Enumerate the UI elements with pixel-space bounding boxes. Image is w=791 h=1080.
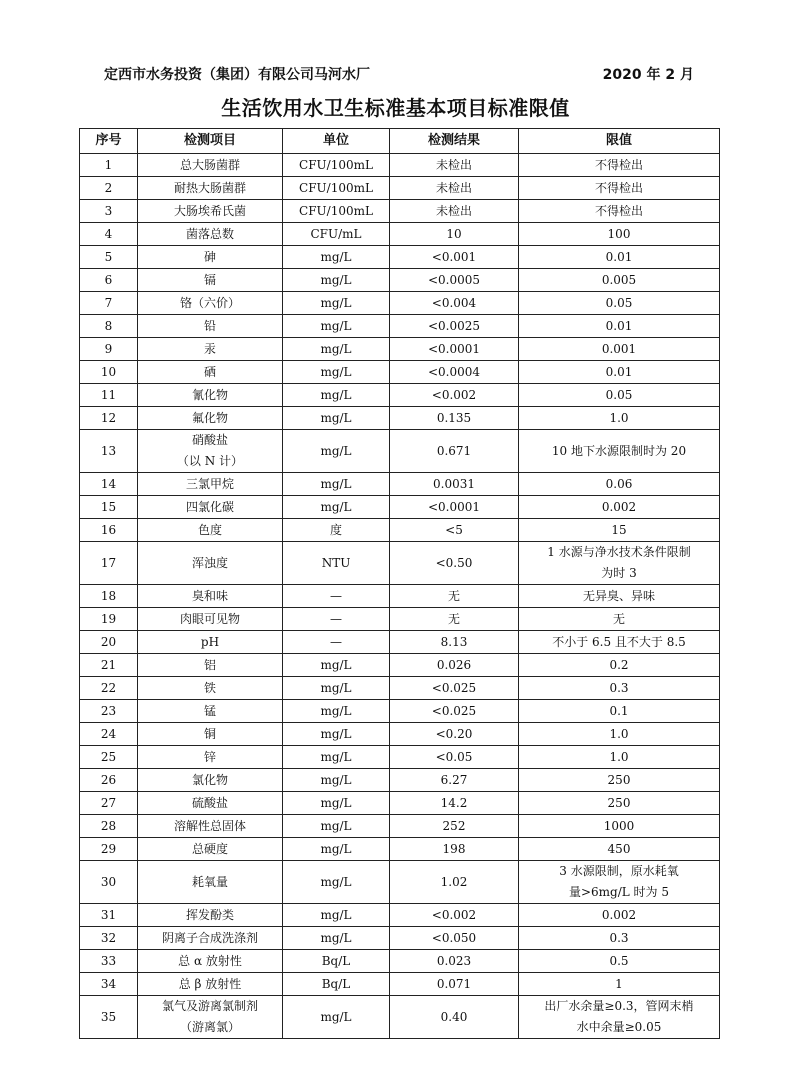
cell-no: 23: [80, 700, 138, 723]
cell-result: 8.13: [390, 631, 519, 654]
cell-limit: 0.002: [519, 496, 720, 519]
cell-result: 0.671: [390, 430, 519, 473]
cell-limit: 3 水源限制，原水耗氧 量>6mg/L 时为 5: [519, 861, 720, 904]
cell-limit: 0.06: [519, 473, 720, 496]
cell-no: 32: [80, 927, 138, 950]
cell-no: 1: [80, 154, 138, 177]
cell-unit: mg/L: [283, 338, 390, 361]
cell-item: 耐热大肠菌群: [138, 177, 283, 200]
cell-no: 27: [80, 792, 138, 815]
cell-unit: mg/L: [283, 361, 390, 384]
cell-item: 阴离子合成洗涤剂: [138, 927, 283, 950]
cell-result: <0.50: [390, 542, 519, 585]
column-header-result: 检测结果: [390, 129, 519, 154]
cell-unit: mg/L: [283, 861, 390, 904]
cell-unit: —: [283, 608, 390, 631]
cell-no: 5: [80, 246, 138, 269]
cell-result: 252: [390, 815, 519, 838]
table-row: [80, 200, 720, 223]
cell-result: 未检出: [390, 177, 519, 200]
table-row: [80, 815, 720, 838]
cell-limit: 1 水源与净水技术条件限制 为时 3: [519, 542, 720, 585]
cell-result: <0.0001: [390, 496, 519, 519]
table-row: [80, 407, 720, 430]
cell-result: <0.004: [390, 292, 519, 315]
cell-no: 4: [80, 223, 138, 246]
cell-unit: mg/L: [283, 746, 390, 769]
cell-limit: 1: [519, 973, 720, 996]
cell-item: 肉眼可见物: [138, 608, 283, 631]
cell-unit: NTU: [283, 542, 390, 585]
cell-unit: mg/L: [283, 654, 390, 677]
cell-result: <0.05: [390, 746, 519, 769]
cell-item: 锌: [138, 746, 283, 769]
cell-result: 14.2: [390, 792, 519, 815]
cell-unit: 度: [283, 519, 390, 542]
cell-limit: 不小于 6.5 且不大于 8.5: [519, 631, 720, 654]
cell-no: 19: [80, 608, 138, 631]
cell-limit: 1.0: [519, 407, 720, 430]
cell-limit: 0.005: [519, 269, 720, 292]
cell-limit: 100: [519, 223, 720, 246]
cell-result: <0.20: [390, 723, 519, 746]
cell-item: 铁: [138, 677, 283, 700]
cell-result: 198: [390, 838, 519, 861]
cell-limit: 0.3: [519, 927, 720, 950]
cell-result: 0.026: [390, 654, 519, 677]
table-row: [80, 338, 720, 361]
cell-item: 铬（六价）: [138, 292, 283, 315]
cell-no: 25: [80, 746, 138, 769]
document-header: [104, 64, 694, 84]
cell-unit: mg/L: [283, 792, 390, 815]
cell-item: 铝: [138, 654, 283, 677]
cell-limit: 不得检出: [519, 200, 720, 223]
cell-result: 1.02: [390, 861, 519, 904]
cell-item: 硒: [138, 361, 283, 384]
table-row: [80, 154, 720, 177]
table-row: [80, 838, 720, 861]
table-row: [80, 585, 720, 608]
table-row: [80, 677, 720, 700]
cell-unit: mg/L: [283, 723, 390, 746]
cell-item: 砷: [138, 246, 283, 269]
table-body: [80, 154, 720, 1039]
cell-result: <0.0025: [390, 315, 519, 338]
cell-item: 总 α 放射性: [138, 950, 283, 973]
cell-result: 未检出: [390, 200, 519, 223]
cell-unit: mg/L: [283, 315, 390, 338]
table-row: [80, 269, 720, 292]
cell-no: 9: [80, 338, 138, 361]
column-header-item: 检测项目: [138, 129, 283, 154]
cell-limit: 1.0: [519, 723, 720, 746]
cell-no: 7: [80, 292, 138, 315]
cell-result: <0.0005: [390, 269, 519, 292]
table-row: [80, 950, 720, 973]
table-row: [80, 792, 720, 815]
cell-unit: mg/L: [283, 677, 390, 700]
cell-item: 氰化物: [138, 384, 283, 407]
cell-no: 13: [80, 430, 138, 473]
organization-name: 定西市水务投资（集团）有限公司马河水厂: [104, 67, 370, 83]
cell-no: 16: [80, 519, 138, 542]
cell-result: <0.0001: [390, 338, 519, 361]
cell-unit: mg/L: [283, 407, 390, 430]
cell-unit: mg/L: [283, 838, 390, 861]
cell-item: 大肠埃希氏菌: [138, 200, 283, 223]
cell-no: 21: [80, 654, 138, 677]
cell-limit: 0.01: [519, 315, 720, 338]
cell-limit: 0.002: [519, 904, 720, 927]
cell-item: 总硬度: [138, 838, 283, 861]
cell-item: 硝酸盐 （以 N 计）: [138, 430, 283, 473]
cell-limit: 出厂水余量≥0.3，管网末梢 水中余量≥0.05: [519, 996, 720, 1039]
cell-no: 2: [80, 177, 138, 200]
table-row: [80, 361, 720, 384]
cell-item: 色度: [138, 519, 283, 542]
cell-limit: 1.0: [519, 746, 720, 769]
cell-result: <0.002: [390, 384, 519, 407]
cell-unit: CFU/100mL: [283, 154, 390, 177]
cell-unit: CFU/mL: [283, 223, 390, 246]
cell-unit: mg/L: [283, 769, 390, 792]
cell-unit: Bq/L: [283, 950, 390, 973]
table-row: [80, 723, 720, 746]
cell-item: 锰: [138, 700, 283, 723]
column-header-no: 序号: [80, 129, 138, 154]
cell-no: 31: [80, 904, 138, 927]
cell-unit: —: [283, 631, 390, 654]
cell-limit: 10 地下水源限制时为 20: [519, 430, 720, 473]
cell-no: 6: [80, 269, 138, 292]
document-date: 2020 年 2 月: [602, 67, 694, 83]
header-row: [80, 129, 720, 154]
table-row: [80, 904, 720, 927]
page-title: 生活饮用水卫生标准基本项目标准限值: [221, 96, 570, 120]
table-row: [80, 473, 720, 496]
cell-no: 14: [80, 473, 138, 496]
cell-no: 35: [80, 996, 138, 1039]
cell-result: 10: [390, 223, 519, 246]
cell-result: 无: [390, 608, 519, 631]
table-row: [80, 927, 720, 950]
cell-item: 三氯甲烷: [138, 473, 283, 496]
standards-table: [79, 128, 720, 1039]
table-row: [80, 223, 720, 246]
table-row: [80, 519, 720, 542]
cell-no: 15: [80, 496, 138, 519]
table-row: [80, 177, 720, 200]
table-row: [80, 769, 720, 792]
column-header-limit: 限值: [519, 129, 720, 154]
cell-item: 浑浊度: [138, 542, 283, 585]
cell-unit: mg/L: [283, 246, 390, 269]
table-row: [80, 996, 720, 1039]
cell-unit: mg/L: [283, 473, 390, 496]
cell-unit: mg/L: [283, 904, 390, 927]
cell-unit: mg/L: [283, 430, 390, 473]
cell-no: 12: [80, 407, 138, 430]
cell-limit: 无: [519, 608, 720, 631]
cell-limit: 250: [519, 792, 720, 815]
cell-result: 6.27: [390, 769, 519, 792]
cell-item: 铜: [138, 723, 283, 746]
cell-limit: 1000: [519, 815, 720, 838]
cell-item: 臭和味: [138, 585, 283, 608]
cell-limit: 0.2: [519, 654, 720, 677]
cell-result: 未检出: [390, 154, 519, 177]
cell-unit: mg/L: [283, 996, 390, 1039]
cell-unit: —: [283, 585, 390, 608]
cell-item: 总 β 放射性: [138, 973, 283, 996]
cell-result: <0.002: [390, 904, 519, 927]
cell-result: <0.0004: [390, 361, 519, 384]
table-row: [80, 384, 720, 407]
table-row: [80, 542, 720, 585]
cell-result: 0.135: [390, 407, 519, 430]
table-row: [80, 861, 720, 904]
cell-item: 耗氧量: [138, 861, 283, 904]
table-row: [80, 973, 720, 996]
cell-no: 18: [80, 585, 138, 608]
cell-no: 33: [80, 950, 138, 973]
cell-unit: mg/L: [283, 815, 390, 838]
cell-no: 8: [80, 315, 138, 338]
cell-item: 硫酸盐: [138, 792, 283, 815]
table-row: [80, 430, 720, 473]
cell-item: 汞: [138, 338, 283, 361]
cell-no: 28: [80, 815, 138, 838]
cell-unit: mg/L: [283, 384, 390, 407]
table-header: [80, 129, 720, 154]
table-row: [80, 608, 720, 631]
cell-item: 氯气及游离氯制剂 （游离氯）: [138, 996, 283, 1039]
cell-limit: 15: [519, 519, 720, 542]
cell-limit: 250: [519, 769, 720, 792]
table-row: [80, 631, 720, 654]
cell-unit: CFU/100mL: [283, 177, 390, 200]
table-row: [80, 292, 720, 315]
cell-item: 挥发酚类: [138, 904, 283, 927]
cell-item: 总大肠菌群: [138, 154, 283, 177]
cell-no: 29: [80, 838, 138, 861]
cell-unit: mg/L: [283, 269, 390, 292]
cell-no: 10: [80, 361, 138, 384]
cell-limit: 无异臭、异味: [519, 585, 720, 608]
cell-limit: 0.1: [519, 700, 720, 723]
cell-limit: 0.05: [519, 384, 720, 407]
cell-limit: 不得检出: [519, 154, 720, 177]
cell-item: 铅: [138, 315, 283, 338]
cell-item: 氟化物: [138, 407, 283, 430]
cell-no: 22: [80, 677, 138, 700]
cell-unit: mg/L: [283, 292, 390, 315]
table-row: [80, 746, 720, 769]
cell-limit: 450: [519, 838, 720, 861]
cell-limit: 0.01: [519, 361, 720, 384]
cell-limit: 0.05: [519, 292, 720, 315]
cell-result: <0.025: [390, 700, 519, 723]
cell-result: 0.40: [390, 996, 519, 1039]
cell-unit: mg/L: [283, 496, 390, 519]
cell-no: 24: [80, 723, 138, 746]
cell-result: 0.071: [390, 973, 519, 996]
cell-item: pH: [138, 631, 283, 654]
cell-result: <0.050: [390, 927, 519, 950]
cell-no: 20: [80, 631, 138, 654]
table-row: [80, 246, 720, 269]
table-row: [80, 315, 720, 338]
cell-no: 26: [80, 769, 138, 792]
cell-result: <0.001: [390, 246, 519, 269]
cell-result: 无: [390, 585, 519, 608]
cell-item: 溶解性总固体: [138, 815, 283, 838]
cell-unit: CFU/100mL: [283, 200, 390, 223]
cell-limit: 0.5: [519, 950, 720, 973]
cell-no: 30: [80, 861, 138, 904]
cell-item: 菌落总数: [138, 223, 283, 246]
cell-limit: 0.01: [519, 246, 720, 269]
cell-unit: mg/L: [283, 927, 390, 950]
cell-no: 17: [80, 542, 138, 585]
cell-no: 3: [80, 200, 138, 223]
cell-no: 11: [80, 384, 138, 407]
cell-unit: Bq/L: [283, 973, 390, 996]
cell-result: <0.025: [390, 677, 519, 700]
cell-no: 34: [80, 973, 138, 996]
cell-limit: 0.001: [519, 338, 720, 361]
cell-limit: 0.3: [519, 677, 720, 700]
cell-limit: 不得检出: [519, 177, 720, 200]
column-header-unit: 单位: [283, 129, 390, 154]
cell-unit: mg/L: [283, 700, 390, 723]
cell-item: 氯化物: [138, 769, 283, 792]
table-row: [80, 496, 720, 519]
cell-item: 镉: [138, 269, 283, 292]
table-row: [80, 700, 720, 723]
cell-result: 0.0031: [390, 473, 519, 496]
cell-result: <5: [390, 519, 519, 542]
table-row: [80, 654, 720, 677]
cell-item: 四氯化碳: [138, 496, 283, 519]
cell-result: 0.023: [390, 950, 519, 973]
